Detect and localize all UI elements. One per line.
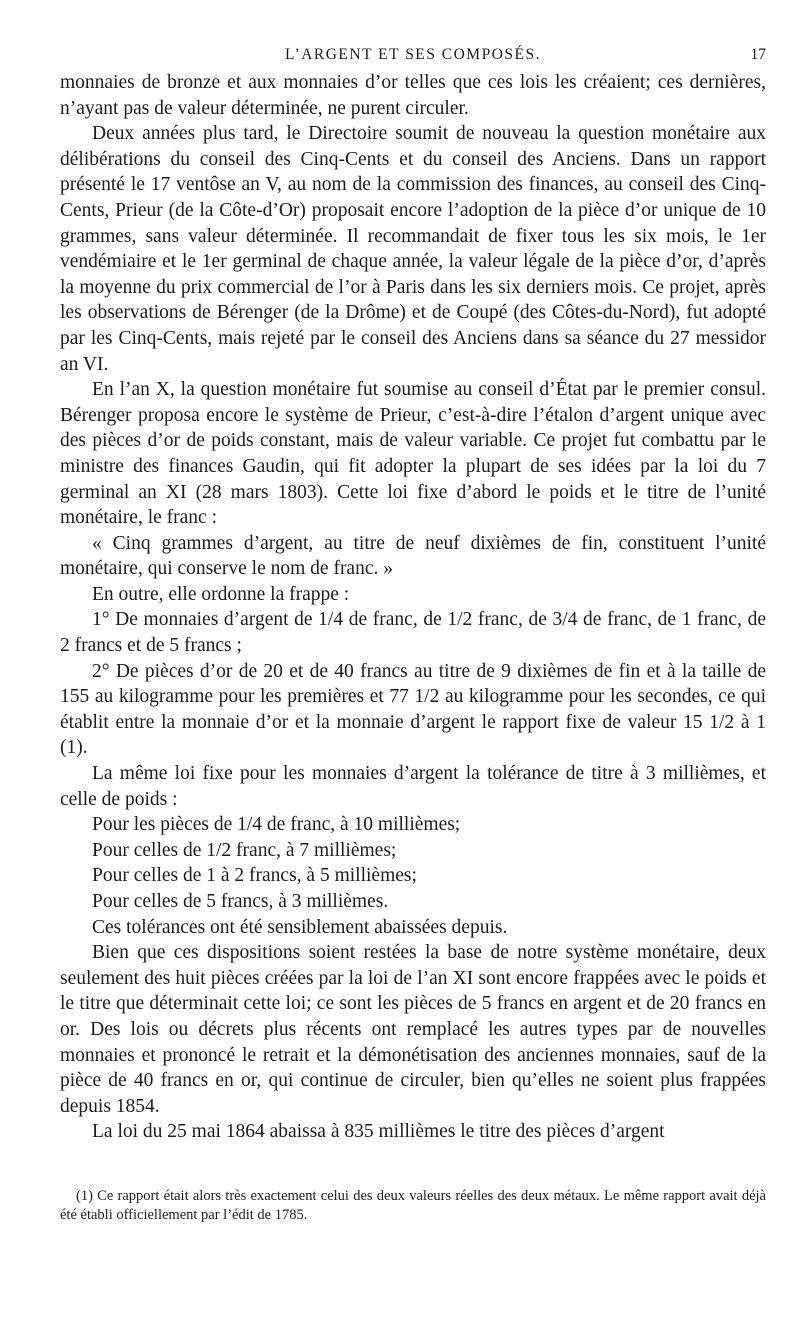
tolerance-line: Pour les pièces de 1/4 de franc, à 10 millièmes; (92, 814, 461, 836)
tolerance-line: Pour celles de 5 francs, à 3 millièmes. (92, 891, 389, 912)
paragraph: Ces tolérances ont été sensiblement abaissées depuis. (92, 916, 508, 938)
tolerance-line: Pour celles de 1 à 2 francs, à 5 millièmes; (92, 865, 417, 887)
paragraph: En l’an X, la question monétaire fut soumise au conseil d’État par le premier consul. Bérenger proposa encore le système de Prieur, c’est-à-dire l’étalon d’argent unique avec des pièces d’or de poids constant, mais de valeur variable. Ce projet fut combattu par le ministre des finances Gaudin, qui fit adopter la plupart de ses idées par la loi du 7 germinal an XI (28 mars 1803). Cette loi fixe d’abord le poids et le titre de l’unité monétaire, le franc : (60, 379, 766, 529)
paragraph: La même loi fixe pour les monnaies d’argent la tolérance de titre à 3 millièmes, et celle de poids : (60, 763, 766, 810)
quoted-definition: « Cinq grammes d’argent, au titre de neuf dixièmes de fin, constituent l’unité monétaire, qui conserve le nom de franc. » (60, 532, 766, 580)
paragraph: Bien que ces dispositions soient restées la base de notre système monétaire, deux seulement des huit pièces créées par la loi de l’an XI sont encore frappées avec le poids et le titre que déterminait cette loi; ce sont les pièces de 5 francs en argent et de 20 francs en or. Des lois ou décrets plus récents ont remplacé les autres types par de nouvelles monnaies et prononcé le retrait et la démonétisation des anciennes monnaies, sauf de la pièce de 40 francs en or, qui continue de circuler, bien qu’elles ne soient plus frappées depuis 1854. (60, 942, 766, 1117)
tolerance-line: Pour celles de 1/2 franc, à 7 millièmes; (92, 839, 397, 861)
paragraph: En outre, elle ordonne la frappe : (92, 583, 350, 605)
body-text (60, 70, 766, 1145)
list-item: 2° De pièces d’or de 20 et de 40 francs au titre de 9 dixièmes de fin et à la taille de 155 au kilogramme pour les premières et 77 1/2 au kilogramme pour les secondes, ce qui établit entre la monnaie d’or et la monnaie d’argent le rapport fixe de valeur 15 1/2 à 1 (1). (60, 660, 766, 759)
paragraph: monnaies de bronze et aux monnaies d’or telles que ces lois les créaient; ces dernières, n’ayant pas de valeur déterminée, ne purent circuler. (60, 72, 766, 119)
list-item: 1° De monnaies d’argent de 1/4 de franc, de 1/2 franc, de 3/4 de franc, de 1 franc, de 2 francs et de 5 francs ; (60, 609, 766, 657)
footnotes (60, 1187, 766, 1225)
page-number: 17 (750, 46, 766, 63)
running-head (60, 44, 766, 68)
paragraph: Deux années plus tard, le Directoire soumit de nouveau la question monétaire aux délibérations du conseil des Cinq-Cents et du conseil des Anciens. Dans un rapport présenté le 17 ventôse an V, au nom de la commission des finances, au conseil des Cinq-Cents, Prieur (de la Côte-d’Or) proposait encore l’adoption de la pièce d’or unique de 10 grammes, sans valeur déterminée. Il recommandait de fixer tous les six mois, le 1er vendémiaire et le 1er germinal de chaque année, la valeur légale de la pièce d’or, d’après la moyenne du prix commercial de l’or à Paris dans les six derniers mois. Ce projet, après les observations de Bérenger (de la Drôme) et de Coupé (des Côtes-du-Nord), fut adopté par les Cinq-Cents, mais rejeté par le conseil des Anciens dans sa séance du 27 messidor an VI. (60, 123, 766, 375)
paragraph: La loi du 25 mai 1864 abaissa à 835 millièmes le titre des pièces d’argent (92, 1121, 665, 1143)
footnote: (1) Ce rapport était alors très exactement celui des deux valeurs réelles des deux métaux. Le même rapport avait déjà été établi officiellement par l’édit de 1785. (60, 1188, 766, 1223)
running-title: L’ARGENT ET SES COMPOSÉS. (285, 46, 541, 63)
